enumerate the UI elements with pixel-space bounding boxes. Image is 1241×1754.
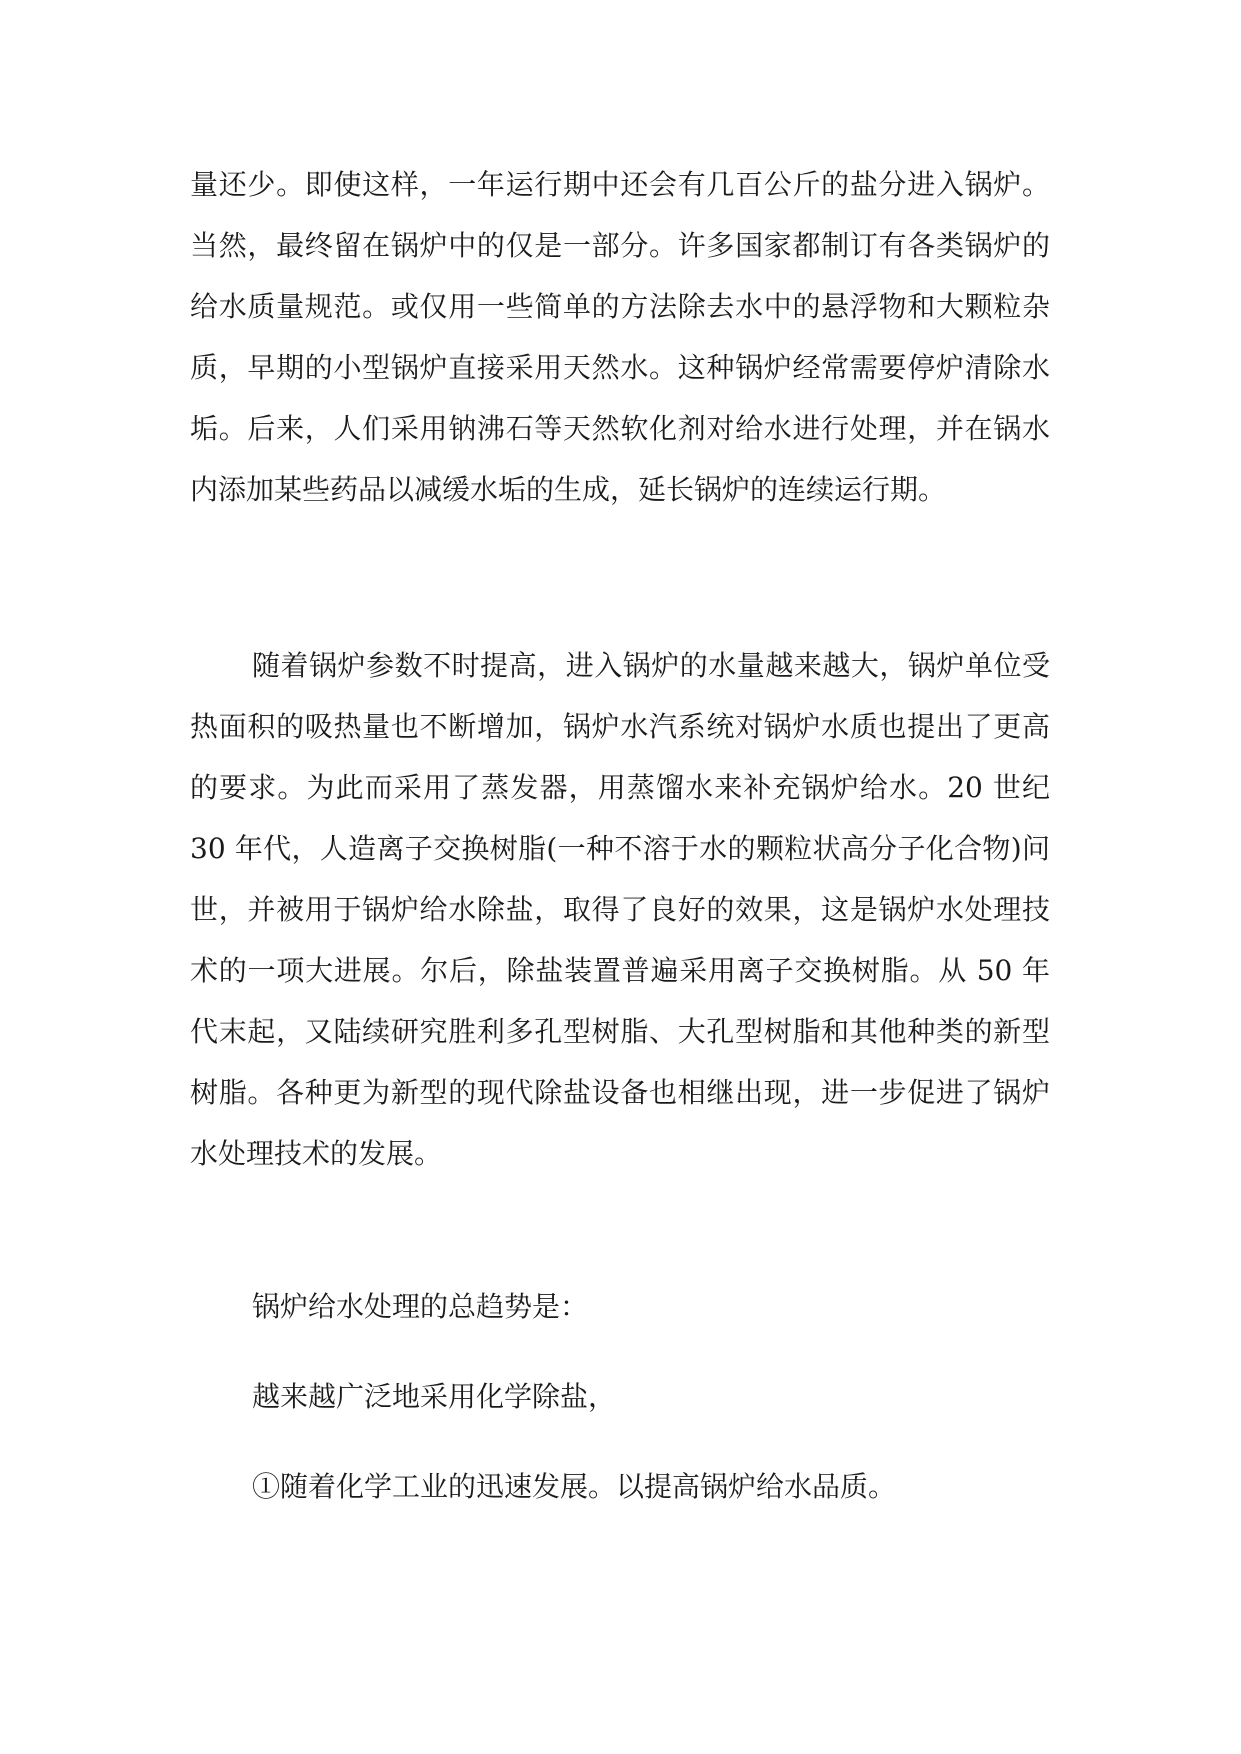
body-line: 锅炉给水处理的总趋势是： — [252, 1290, 589, 1323]
body-line: ①随着化学工业的迅速发展。以提高锅炉给水品质。 — [252, 1470, 897, 1503]
body-paragraph: 随着锅炉参数不时提高，进入锅炉的水量越来越大，锅炉单位受热面积的吸热量也不断增加，锅炉水汽系统对锅炉水质也提出了更高的要求。为此而采用了蒸发器，用蒸馏水来补充锅炉给水。20 世纪 30 年代，人造离子交换树脂(一种不溶于水的颗粒状高分子化合物)问世，并被用于锅炉给水除盐，取得了良好的效果，这是锅炉水处理技术的一项大进展。尔后，除盐装置普遍采用离子交换树脂。从 50 年代末起，又陆续研究胜利多孔型树脂、大孔型树脂和其他种类的新型树脂。各种更为新型的现代除盐设备也相继出现，进一步促进了锅炉水处理技术的发展。 — [190, 649, 1050, 1170]
body-line: 越来越广泛地采用化学除盐， — [252, 1380, 617, 1413]
body-paragraph: 量还少。即使这样，一年运行期中还会有几百公斤的盐分进入锅炉。当然，最终留在锅炉中的仅是一部分。许多国家都制订有各类锅炉的给水质量规范。或仅用一些简单的方法除去水中的悬浮物和大颗粒杂质，早期的小型锅炉直接采用天然水。这种锅炉经常需要停炉清除水垢。后来，人们采用钠沸石等天然软化剂对给水进行处理，并在锅水内添加某些药品以减缓水垢的生成，延长锅炉的连续运行期。 — [190, 168, 1050, 506]
